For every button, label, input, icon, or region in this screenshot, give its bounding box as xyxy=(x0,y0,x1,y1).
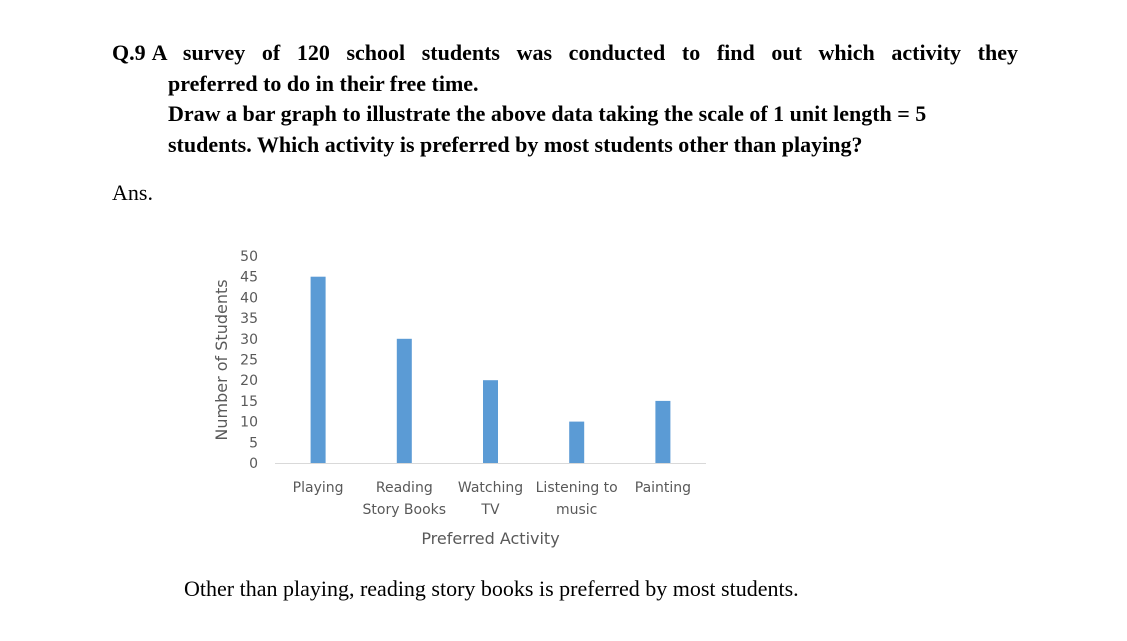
y-tick-label: 45 xyxy=(240,269,258,286)
question-line-2: preferred to do in their free time. xyxy=(168,70,479,96)
question-line-4: students. Which activity is preferred by most students other than playing? xyxy=(168,131,863,157)
bar xyxy=(569,422,584,463)
y-tick-label: 0 xyxy=(249,456,258,472)
y-tick-label: 40 xyxy=(240,290,258,307)
question-line-3: Draw a bar graph to illustrate the above data taking the scale of 1 unit length = 5 xyxy=(168,101,927,126)
bar xyxy=(397,339,412,463)
x-tick-label: Playing xyxy=(292,480,344,496)
x-tick-label: Painting xyxy=(634,480,692,496)
x-tick-label: Watching TV xyxy=(457,480,524,518)
y-tick-label: 5 xyxy=(249,435,258,452)
y-axis-title: Number of Students xyxy=(212,279,231,441)
question-number: Q.9 xyxy=(112,40,146,65)
y-tick-label: 10 xyxy=(240,414,258,431)
y-tick-label: 25 xyxy=(240,352,258,369)
conclusion-text: Other than playing, reading story books is preferred by most students. xyxy=(184,576,799,601)
bar xyxy=(311,277,326,463)
x-tick-label: Listening to music xyxy=(535,480,618,518)
bar xyxy=(655,401,670,463)
y-tick-label: 30 xyxy=(240,331,258,348)
answer-label: Ans. xyxy=(112,180,153,205)
y-tick-label: 50 xyxy=(240,249,258,265)
x-tick-label: Reading Story Books xyxy=(362,480,447,518)
question-line-1: A survey of 120 school students was conducted to find out which activity they xyxy=(151,40,1018,65)
x-axis-title: Preferred Activity xyxy=(421,529,560,548)
y-tick-label: 35 xyxy=(240,311,258,328)
y-tick-label: 15 xyxy=(240,393,258,410)
bar xyxy=(483,380,498,463)
y-tick-label: 20 xyxy=(240,373,258,390)
